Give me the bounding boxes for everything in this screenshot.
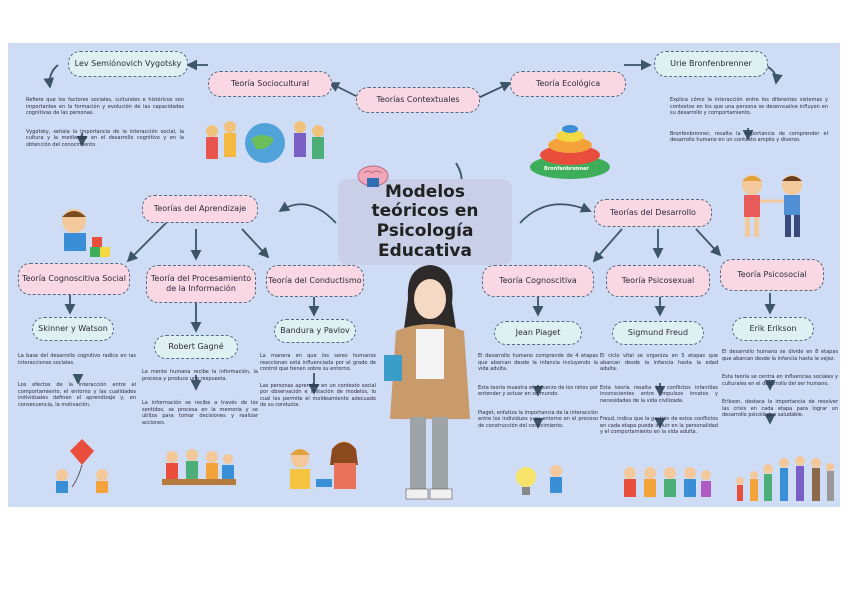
text-sociocultural — [26, 97, 184, 152]
paragraph: La mente humana recibe la información, la procesa y produce una respuesta. — [142, 369, 258, 382]
paragraph: Las personas aprenden en un contexto social por observación e imitación de modelos, lo cual les permite el moldeamiento adecuado de su conducta. — [260, 382, 376, 408]
paragraph: El desarrollo humano comprende de 4 etapas que abarcan desde la infancia incluyendo la vida adulta. — [478, 353, 598, 372]
label: Teoría Psicosexual — [621, 276, 695, 285]
node-erik-erikson — [732, 317, 814, 341]
node-sigmund-freud — [612, 321, 704, 345]
text-conductismo — [260, 353, 376, 413]
paragraph: La manera en que los seres humanos reaccionan está influenciada por el grado de control que tienen sobre su entorno. — [260, 353, 376, 372]
text-cognoscitiva-social — [18, 353, 136, 412]
paragraph: El ciclo vital se organiza en 5 etapas que abarcan desde la infancia hasta la edad adulta. — [600, 353, 718, 372]
label: Teorías Contextuales — [376, 95, 460, 104]
node-teoria-psicosocial — [720, 259, 824, 291]
label: Robert Gagné — [168, 342, 224, 351]
text-psicosexual — [600, 353, 718, 440]
label: Teoría Ecológica — [535, 79, 601, 88]
paragraph: Explica cómo la interacción entre los diferentes sistemas y contextos en los que una persona se desenvuelve influyen en su desarrollo y comportamiento. — [670, 97, 828, 116]
paragraph: La base del desarrollo cognitivo radica en las interacciones sociales. — [18, 353, 136, 366]
student-girl-illustration — [378, 259, 480, 505]
label: Bandura y Pavlov — [280, 326, 350, 335]
child-blocks-illustration — [44, 203, 114, 259]
paragraph: Piaget, enfatiza la importancia de la interacción entre los individuos y su entorno en el proceso de construcción del conocimiento. — [478, 409, 598, 429]
label: Teoría Psicosocial — [737, 270, 807, 279]
text-ecologica — [670, 97, 828, 148]
paragraph: Freud, indica que la gestión de estos conflictos en cada etapa puede influir en la personalidad y el comportamiento en la vida adulta. — [600, 416, 718, 435]
label: Sigmund Freud — [627, 328, 689, 337]
teacher-child-illustration — [276, 435, 372, 497]
label: Jean Piaget — [515, 328, 561, 337]
kids-group-illustration — [618, 463, 714, 501]
node-teoria-sociocultural — [208, 71, 332, 97]
node-teoria-ecologica — [510, 71, 626, 97]
label: Teoría del Conductismo — [268, 276, 362, 285]
node-teoria-cognoscitiva — [482, 265, 594, 297]
brain-icon — [356, 165, 390, 189]
node-robert-gagne — [154, 335, 238, 359]
node-teoria-conductismo — [266, 265, 364, 297]
node-teorias-aprendizaje — [142, 195, 258, 223]
label: Teorías del Aprendizaje — [153, 204, 247, 213]
node-teoria-procesamiento — [146, 265, 256, 303]
label: Urie Bronfenbrenner — [670, 59, 752, 68]
children-globe-illustration — [196, 109, 334, 169]
paragraph: Esta teoría resalta los conflictos infantiles inconscientes entre impulsos innatos y necesidades de la vida civilizada. — [600, 384, 718, 404]
node-skinner-watson — [32, 317, 114, 341]
paragraph: Los efectos de la interacción entre el comportamiento, el entorno y las cualidades individuales definen el aprendizaje y, en consecuencia, la motivación. — [18, 382, 136, 408]
model-label: Bronfenbrenner — [544, 166, 589, 172]
label: Teoría Sociocultural — [230, 79, 310, 88]
node-teorias-desarrollo — [594, 199, 712, 227]
ecological-model-illustration — [524, 109, 616, 181]
label: Skinner y Watson — [38, 324, 108, 333]
paragraph: El desarrollo humano se divide en 8 etapas que abarcan desde la infancia hasta la vejez. — [722, 349, 838, 362]
kids-kite-illustration — [42, 435, 122, 495]
label: Teorías del Desarrollo — [610, 208, 696, 217]
label: Erik Erikson — [749, 324, 797, 333]
paragraph: Erikson, destaca la importancia de resolver las crisis en cada etapa para lograr un desarrollo psicológico saludable. — [722, 399, 838, 418]
paragraph: Vygotsky, señala la importancia de la interacción social, la cultura y la mediación en el desarrollo cognitivo y en la obtención del conocimiento. — [26, 128, 184, 148]
label: Lev Semiónovich Vygotsky — [74, 59, 182, 68]
label: Teoría del Procesamiento de la Información — [150, 274, 252, 293]
node-teoria-psicosexual — [606, 265, 710, 297]
central-title-box — [338, 181, 512, 261]
mind-map-board — [8, 43, 840, 507]
lightbulb-illustration — [508, 459, 578, 501]
node-teorias-contextuales — [356, 87, 480, 113]
paragraph: Refiere que los factores sociales, culturales e históricos son importantes en la formación y evolución de las capacidades cognitivas de las personas. — [26, 97, 184, 116]
paragraph: La información se recibe a través de los sentidos, se procesa en la memoria y se utiliza para tomar decisiones y realizar acciones. — [142, 400, 258, 426]
node-vygotsky — [68, 51, 188, 77]
node-jean-piaget — [494, 321, 582, 345]
central-title: Modelos teóricos en Psicología Educativa — [338, 179, 512, 265]
node-bandura-pavlov — [274, 319, 356, 343]
life-stages-illustration — [732, 451, 836, 503]
text-psicosocial — [722, 349, 838, 423]
classroom-kids-illustration — [158, 443, 240, 499]
two-kids-illustration — [730, 171, 814, 243]
paragraph: Esta teoría muestra el esfuerzo de los niños por entender y actuar en su mundo. — [478, 384, 598, 397]
label: Teoría Cognoscitiva Social — [22, 274, 126, 283]
paragraph: Esta teoría se centra en influencias sociales y culturales en el desarrollo del ser humano. — [722, 374, 838, 387]
paragraph: Bronfenbrenner, resalta la importancia de comprender el desarrollo humano en un contexto amplio y diverso. — [670, 130, 828, 143]
label: Teoría Cognoscitiva — [499, 276, 577, 285]
text-procesamiento — [142, 369, 258, 430]
text-cognoscitiva — [478, 353, 598, 433]
node-teoria-cognoscitiva-social — [18, 263, 130, 295]
node-bronfenbrenner — [654, 51, 768, 77]
